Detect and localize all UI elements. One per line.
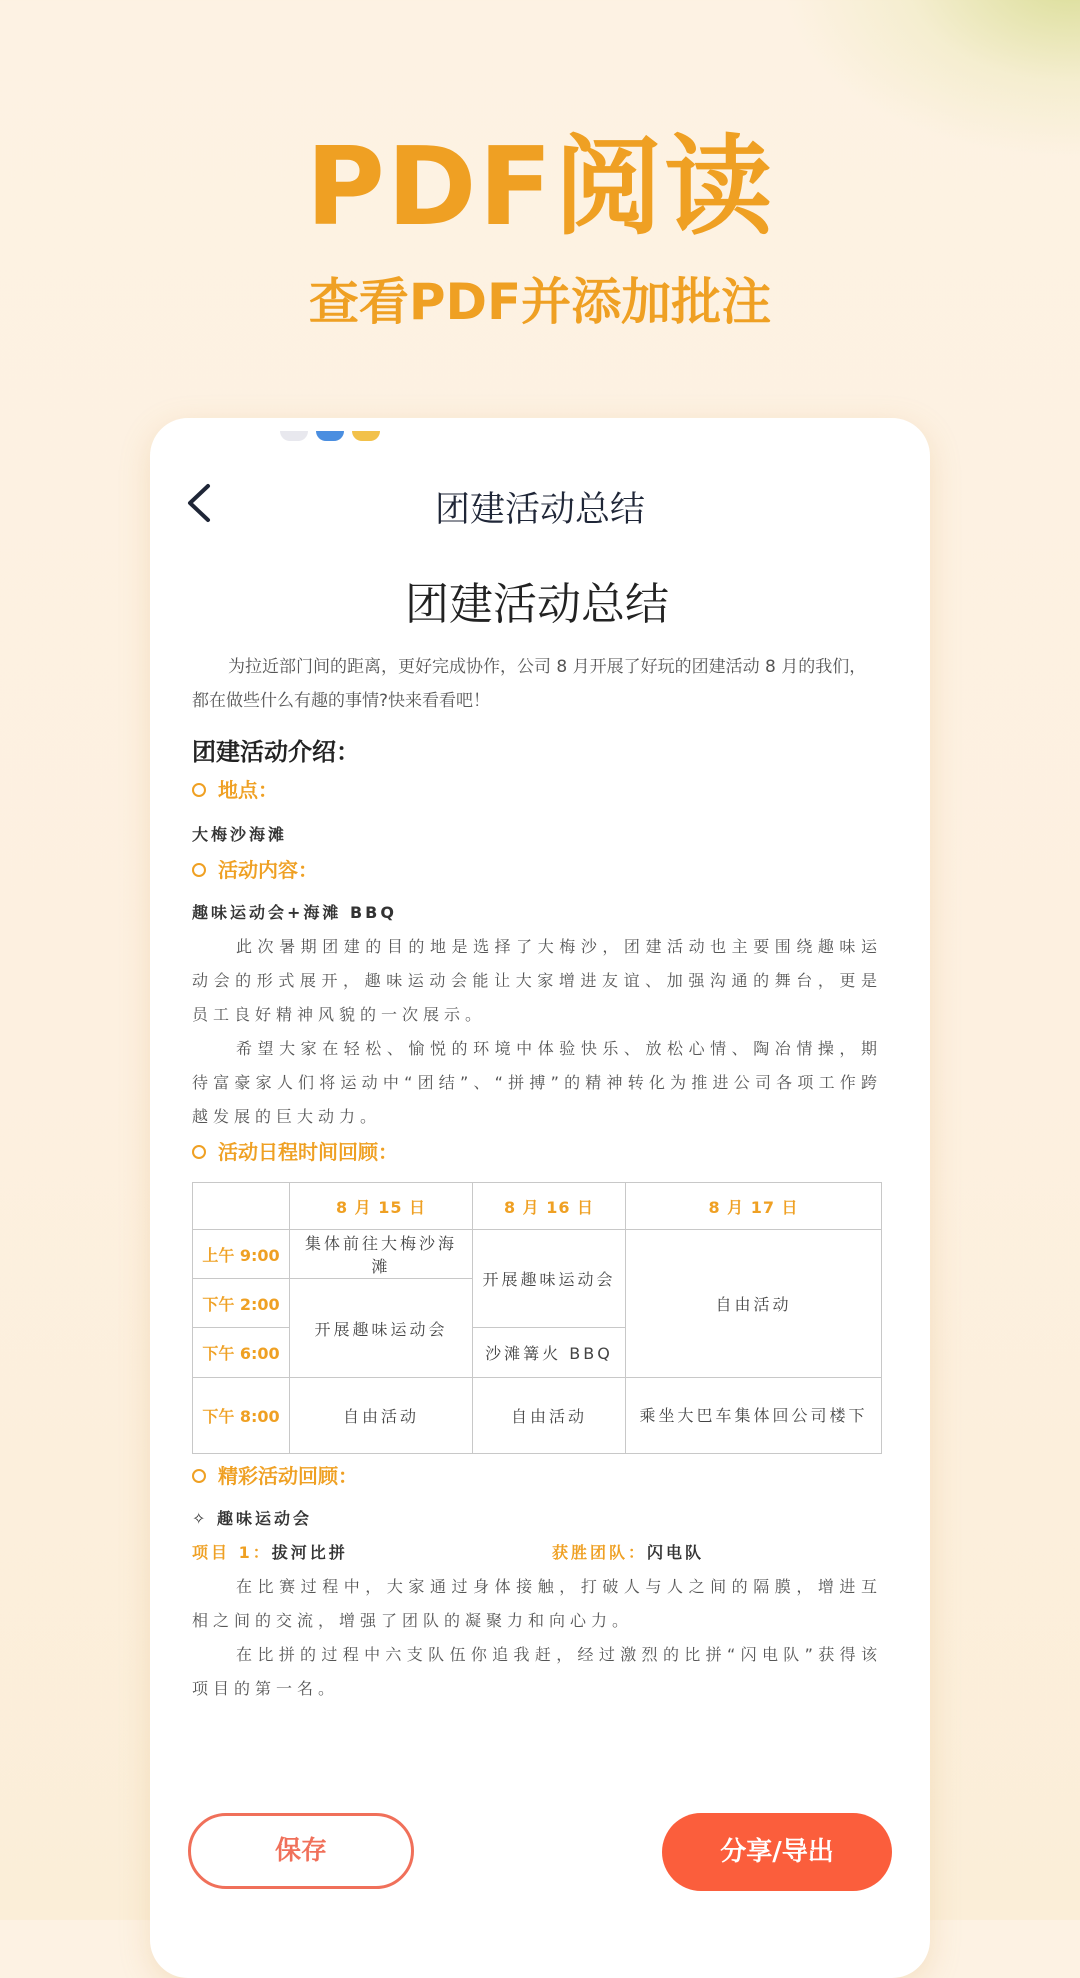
table-row: [193, 1183, 882, 1230]
table-cell: 自由活动: [473, 1378, 626, 1454]
circle-bullet-icon: [192, 783, 206, 797]
sub-item-heading: ✧ 趣味运动会: [192, 1509, 312, 1528]
table-time-pm: 下午 2:00: [193, 1279, 290, 1328]
table-time-night: 下午 8:00: [193, 1378, 290, 1454]
save-button[interactable]: 保存: [188, 1813, 414, 1889]
circle-bullet-icon: [192, 1145, 206, 1159]
table-header-day-16: 8 月 16 日: [473, 1183, 626, 1230]
table-cell: 乘坐大巴车集体回公司楼下: [626, 1378, 882, 1454]
content-heading: [192, 852, 882, 888]
table-corner: [193, 1183, 290, 1230]
table-cell: 自由活动: [290, 1378, 473, 1454]
section-heading-intro: 团建活动介绍：: [192, 738, 360, 766]
paragraph-3: 在比赛过程中，大家通过身体接触，打破人与人之间的隔膜，增进互相之间的交流，增强了团队的凝聚力和向心力。: [192, 1577, 882, 1630]
nav-bar: [150, 458, 930, 548]
paragraph-4: 在比拼的过程中六支队伍你追我赶，经过激烈的比拼“闪电队”获得该项目的第一名。: [192, 1645, 882, 1698]
schedule-heading-text: 活动日程时间回顾：: [218, 1140, 398, 1164]
table-header-day-15: 8 月 15 日: [290, 1183, 473, 1230]
document-title: 团建活动总结: [405, 579, 669, 630]
winner-value: 闪电队: [647, 1543, 705, 1562]
schedule-heading: [192, 1134, 882, 1170]
item-label: 项目 1：: [192, 1543, 272, 1562]
item-row: [192, 1536, 882, 1570]
circle-bullet-icon: [192, 1469, 206, 1483]
status-peek: [280, 426, 388, 436]
schedule-table: [192, 1182, 882, 1454]
highlights-heading-text: 精彩活动回顾：: [218, 1464, 358, 1488]
intro-paragraph: 为拉近部门间的距离，更好完成协作，公司 8 月开展了好玩的团建活动 8 月的我们，都在做些什么有趣的事情?快来看看吧！: [192, 657, 867, 711]
table-header-day-17: 8 月 17 日: [626, 1183, 882, 1230]
table-cell: 沙滩篝火 BBQ: [473, 1328, 626, 1378]
table-row: [193, 1378, 882, 1454]
circle-bullet-icon: [192, 863, 206, 877]
location-value: 大梅沙海滩: [192, 825, 288, 844]
share-export-button[interactable]: 分享/导出: [662, 1813, 892, 1891]
winner-label: 获胜团队：: [552, 1543, 648, 1562]
pdf-document[interactable]: [192, 548, 882, 1706]
table-time-eve: 下午 6:00: [193, 1328, 290, 1378]
content-value: 趣味运动会+海滩 BBQ: [192, 903, 397, 922]
paragraph-2: 希望大家在轻松、愉悦的环境中体验快乐、放松心情、陶冶情操，期待富豪家人们将运动中“团结”、“拼搏”的精神转化为推进公司各项工作跨越发展的巨大动力。: [192, 1039, 882, 1126]
content-heading-text: 活动内容：: [218, 858, 318, 882]
location-heading: [192, 772, 882, 808]
table-cell: 开展趣味运动会: [290, 1279, 473, 1378]
nav-title: 团建活动总结: [434, 490, 645, 530]
hero-title: PDF阅读: [305, 125, 775, 250]
paragraph-1: 此次暑期团建的目的地是选择了大梅沙，团建活动也主要围绕趣味运动会的形式展开，趣味运动会能让大家增进友谊、加强沟通的舞台，更是员工良好精神风貌的一次展示。: [192, 937, 882, 1024]
location-heading-text: 地点：: [218, 778, 278, 802]
highlights-heading: [192, 1458, 882, 1494]
table-row: [193, 1230, 882, 1279]
table-cell: 集体前往大梅沙海滩: [290, 1230, 473, 1279]
hero-subtitle: 查看PDF并添加批注: [308, 273, 772, 331]
table-cell: 开展趣味运动会: [473, 1230, 626, 1328]
phone-screen: [150, 418, 930, 1978]
table-cell: 自由活动: [626, 1230, 882, 1378]
table-time-am: 上午 9:00: [193, 1230, 290, 1279]
item-value: 拔河比拼: [271, 1543, 348, 1562]
